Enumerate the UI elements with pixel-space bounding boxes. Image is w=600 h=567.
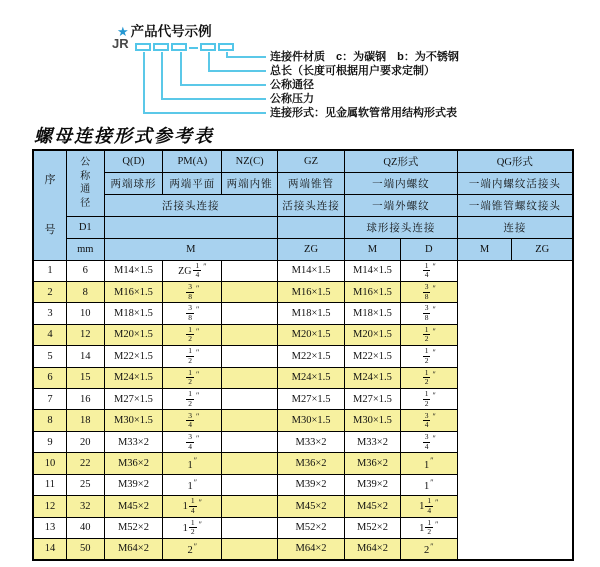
cell-qg-zg: $\frac{1}{2}$ ″ [400,346,457,367]
cell-qz-d: M39×2 [278,474,345,495]
cell-qg-zg: $\frac{1}{2}$ ″ [400,389,457,410]
header-type-qz: 一端内螺纹 [345,172,458,194]
cell-qg-m: M30×1.5 [345,410,401,431]
cell-qz-d: M22×1.5 [278,346,345,367]
cell-seq: 13 [33,517,66,538]
cell-m: M14×1.5 [104,260,163,281]
cell-m: M27×1.5 [104,389,163,410]
header-group-qd: Q(D) [104,150,163,172]
header-unit-zg1: ZG [278,238,345,260]
header-row-units [33,238,573,260]
cell-qg-zg: $\frac{1}{4}$ ″ [400,260,457,281]
cell-qz-m [222,281,278,302]
star-icon: ★ [117,24,129,39]
table-row [33,410,573,431]
cell-dn: 20 [66,431,104,452]
cell-m: M36×2 [104,453,163,474]
cell-gz: $\frac{1}{2}$ ″ [163,367,222,388]
cell-m: M20×1.5 [104,324,163,345]
cell-qg-m: M22×1.5 [345,346,401,367]
code-box-2 [153,43,169,51]
cell-seq: 9 [33,431,66,452]
cell-qg-m: M20×1.5 [345,324,401,345]
cell-qg-m: M27×1.5 [345,389,401,410]
header-d1-blank-gz [278,216,345,238]
header-conn-qz: 一端外螺纹 [345,194,458,216]
lead-line-connection [143,52,266,114]
code-box-5 [218,43,234,51]
diagram-heading [117,20,212,40]
cell-qg-zg: 2″ [400,538,457,560]
cell-dn: 8 [66,281,104,302]
header-conn-union: 活接头连接 [104,194,278,216]
cell-dn: 12 [66,324,104,345]
cell-seq: 4 [33,324,66,345]
table-row [33,474,573,495]
cell-m: M22×1.5 [104,346,163,367]
cell-qz-d: M45×2 [278,496,345,517]
header-type-qd: 两端球形 [104,172,163,194]
cell-qg-zg: $\frac{3}{4}$ ″ [400,410,457,431]
cell-seq: 10 [33,453,66,474]
cell-seq: 12 [33,496,66,517]
cell-seq: 7 [33,389,66,410]
cell-qg-m: M33×2 [345,431,401,452]
table-row [33,324,573,345]
cell-gz: $\frac{1}{2}$ ″ [163,324,222,345]
cell-gz: 1 $\frac{1}{4}$ ″ [163,496,222,517]
cell-qg-zg: 1″ [400,453,457,474]
cell-gz: $\frac{3}{8}$ ″ [163,303,222,324]
cell-seq: 14 [33,538,66,560]
cell-dn: 16 [66,389,104,410]
header-connect: 连接 [457,216,573,238]
cell-m: M18×1.5 [104,303,163,324]
cell-gz: 1″ [163,453,222,474]
cell-qz-m [222,453,278,474]
cell-m: M45×2 [104,496,163,517]
cell-qz-d: M27×1.5 [278,389,345,410]
header-group-nzc: NZ(C) [222,150,278,172]
cell-m: M64×2 [104,538,163,560]
header-type-pma: 两端平面 [163,172,222,194]
table-row [33,538,573,560]
cell-dn: 32 [66,496,104,517]
cell-qg-m: M64×2 [345,538,401,560]
header-type-nzc: 两端内锥 [222,172,278,194]
cell-qz-d: M18×1.5 [278,303,345,324]
cell-qg-zg: $\frac{3}{4}$ ″ [400,431,457,452]
table-title: 螺母连接形式参考表 [34,126,214,146]
cell-qz-m [222,367,278,388]
cell-qz-m [222,303,278,324]
header-conn-qg: 一端锥管螺纹接头 [457,194,573,216]
cell-qz-d: M36×2 [278,453,345,474]
table-row [33,367,573,388]
header-type-qg: 一端内螺纹活接头 [457,172,573,194]
cell-m: M33×2 [104,431,163,452]
table-row [33,303,573,324]
code-dash [189,47,198,49]
header-unit-d: D [400,238,457,260]
product-code-prefix: JR [112,36,129,51]
cell-qg-m: M52×2 [345,517,401,538]
cell-qz-d: M16×1.5 [278,281,345,302]
cell-qg-m: M39×2 [345,474,401,495]
cell-gz: 1″ [163,474,222,495]
label-material: 连接件材质 c：为碳钢 b：为不锈钢 [270,51,459,63]
cell-dn: 18 [66,410,104,431]
header-dn: 公称通径 [66,150,104,216]
cell-m: M39×2 [104,474,163,495]
header-row-types [33,172,573,194]
cell-qz-d: M30×1.5 [278,410,345,431]
cell-qg-m: M45×2 [345,496,401,517]
cell-gz: $\frac{1}{2}$ ″ [163,346,222,367]
table-row [33,496,573,517]
cell-seq: 8 [33,410,66,431]
cell-qz-d: M52×2 [278,517,345,538]
header-d1: D1 [66,216,104,238]
cell-gz: $\frac{3}{8}$ ″ [163,281,222,302]
cell-qg-zg: $\frac{1}{2}$ ″ [400,324,457,345]
header-row-groups [33,150,573,172]
cell-qz-m [222,260,278,281]
cell-dn: 40 [66,517,104,538]
cell-m: M52×2 [104,517,163,538]
cell-seq: 6 [33,367,66,388]
header-ball-joint: 球形接头连接 [345,216,458,238]
header-group-qg: QG形式 [457,150,573,172]
table-row [33,453,573,474]
cell-qz-m [222,496,278,517]
cell-qz-d: M14×1.5 [278,260,345,281]
header-unit-m2: M [345,238,401,260]
cell-qg-zg: $\frac{1}{2}$ ″ [400,367,457,388]
header-d1-blank-union [104,216,278,238]
cell-qg-m: M36×2 [345,453,401,474]
header-group-pma: PM(A) [163,150,222,172]
table-row [33,346,573,367]
table-body [33,260,573,560]
header-conn-gz: 活接头连接 [278,194,345,216]
cell-seq: 5 [33,346,66,367]
cell-qg-zg: 1 $\frac{1}{2}$ ″ [400,517,457,538]
label-diameter: 公称通径 [270,79,314,91]
cell-qz-m [222,324,278,345]
cell-qz-m [222,474,278,495]
cell-qg-m: M14×1.5 [345,260,401,281]
cell-dn: 6 [66,260,104,281]
code-box-3 [171,43,187,51]
cell-qz-m [222,431,278,452]
cell-dn: 14 [66,346,104,367]
header-unit-zg2: ZG [512,238,573,260]
cell-qz-m [222,538,278,560]
cell-qg-zg: 1″ [400,474,457,495]
diagram-heading-text: 产品代号示例 [130,24,212,39]
cell-qg-m: M24×1.5 [345,367,401,388]
header-unit-m1: M [104,238,278,260]
cell-qz-m [222,517,278,538]
cell-m: M16×1.5 [104,281,163,302]
cell-gz: $\frac{3}{4}$ ″ [163,431,222,452]
cell-qg-zg: $\frac{3}{8}$ ″ [400,303,457,324]
cell-gz: $\frac{3}{4}$ ″ [163,410,222,431]
cell-gz: 1 $\frac{1}{2}$ ″ [163,517,222,538]
cell-dn: 22 [66,453,104,474]
cell-qz-m [222,346,278,367]
cell-dn: 10 [66,303,104,324]
header-seq: 序号 [33,150,66,260]
cell-gz: ZG $\frac{1}{4}$ ″ [163,260,222,281]
cell-qg-zg: $\frac{3}{8}$ ″ [400,281,457,302]
cell-dn: 50 [66,538,104,560]
nut-connection-table [32,149,574,561]
cell-qg-m: M18×1.5 [345,303,401,324]
cell-m: M30×1.5 [104,410,163,431]
cell-qz-d: M33×2 [278,431,345,452]
cell-seq: 1 [33,260,66,281]
cell-qz-d: M64×2 [278,538,345,560]
header-type-gz: 两端锥管 [278,172,345,194]
cell-qz-d: M20×1.5 [278,324,345,345]
cell-m: M24×1.5 [104,367,163,388]
table-row [33,517,573,538]
header-mm: mm [66,238,104,260]
cell-dn: 15 [66,367,104,388]
header-unit-m3: M [457,238,512,260]
header-group-qz: QZ形式 [345,150,458,172]
cell-qz-d: M24×1.5 [278,367,345,388]
cell-qz-m [222,389,278,410]
table-row [33,260,573,281]
label-pressure: 公称压力 [270,93,314,105]
table-row [33,281,573,302]
table-row [33,431,573,452]
label-length: 总长（长度可根据用户要求定制） [270,65,435,77]
table-header [33,150,573,260]
cell-gz: $\frac{1}{2}$ ″ [163,389,222,410]
code-box-1 [135,43,151,51]
cell-seq: 11 [33,474,66,495]
cell-gz: 2″ [163,538,222,560]
cell-qg-zg: 1 $\frac{1}{4}$ ″ [400,496,457,517]
code-box-4 [200,43,216,51]
header-row-d1 [33,216,573,238]
cell-qz-m [222,410,278,431]
cell-seq: 3 [33,303,66,324]
cell-seq: 2 [33,281,66,302]
cell-qg-m: M16×1.5 [345,281,401,302]
table-row [33,389,573,410]
label-connection: 连接形式：见金属软管常用结构形式表 [270,107,457,119]
cell-dn: 25 [66,474,104,495]
header-group-gz: GZ [278,150,345,172]
header-row-connection [33,194,573,216]
